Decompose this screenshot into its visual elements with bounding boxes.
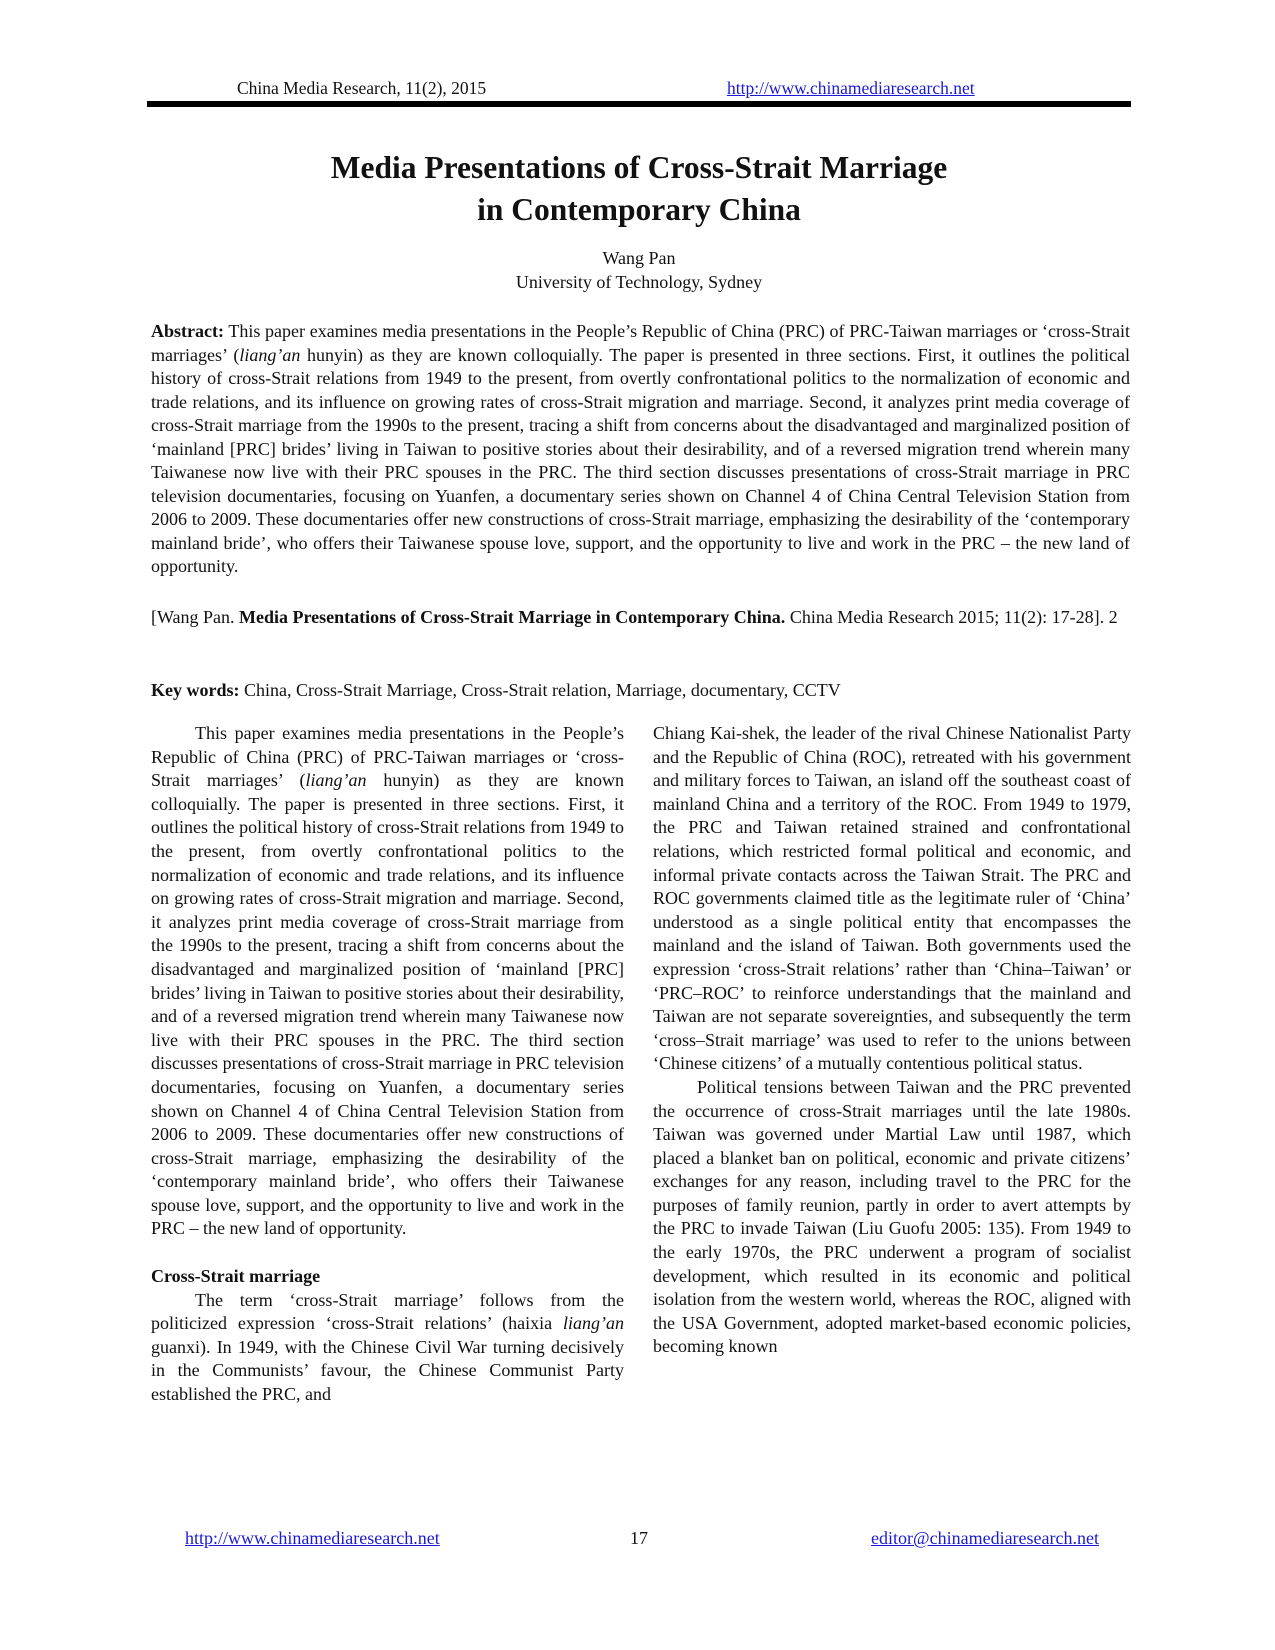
header-rule (147, 101, 1131, 107)
intro-paragraph (151, 722, 624, 1241)
header-website-link[interactable]: http://www.chinamediaresearch.net (727, 78, 975, 98)
keywords-label: Key words: (151, 680, 240, 700)
running-header (147, 72, 1131, 102)
author-affiliation: University of Technology, Sydney (515, 272, 763, 292)
page-number: 17 (630, 1528, 648, 1548)
body-column-right (653, 722, 1131, 1359)
footer-email-link[interactable]: editor@chinamediaresearch.net (871, 1528, 1099, 1548)
keywords (151, 680, 1130, 701)
citation-suffix: China Media Research 2015; 11(2): 17-28]. 2 (785, 607, 1118, 627)
page-footer (147, 1528, 1131, 1554)
section-heading: Cross-Strait marriage (151, 1266, 321, 1287)
journal-citation: China Media Research, 11(2), 2015 (237, 78, 487, 98)
section-text-1: The term ‘cross-Strait marriage’ follows from the politicized expression ‘cross-Strait relations’ (haixia (151, 1289, 624, 1334)
section-paragraph (151, 1289, 624, 1407)
keywords-text: China, Cross-Strait Marriage, Cross-Strait relation, Marriage, documentary, CCTV (239, 680, 841, 700)
citation-prefix: [Wang Pan. (151, 607, 240, 627)
footer-website-link[interactable]: http://www.chinamediaresearch.net (185, 1528, 440, 1548)
title-line-2: in Contemporary China (477, 192, 801, 227)
abstract-term: liang’an (239, 344, 301, 365)
abstract (151, 320, 1130, 579)
intro-term: liang’an (305, 770, 367, 791)
author-name: Wang Pan (602, 248, 676, 268)
abstract-text-2: hunyin) as they are known colloquially. The paper is presented in three sections. First, it outlines the political history of cross-Strait relations from 1949 to the present, from overtly confrontational politics to the normalization of economic and trade relations, and its influence on growing rates of cross-Strait migration and marriage. Second, it analyzes print media coverage of cross-Strait marriage from the 1990s to the present, tracing a shift from concerns about the disadvantaged and marginalized position of ‘mainland [PRC] brides’ living in Taiwan to positive stories about their desirability, and of a reversed migration trend wherein many Taiwanese now live with their PRC spouses in the PRC. The third section discusses presentations of cross-Strait marriage in PRC television documentaries, focusing on Yuanfen, a documentary series shown on Channel 4 of China Central Television Station from 2006 to 2009. These documentaries offer new constructions of cross-Strait marriage, emphasizing the desirability of the ‘contemporary mainland bride’, who offers their Taiwanese spouse love, support, and the opportunity to live and work in the PRC – the new land of opportunity. (151, 344, 1130, 576)
paper-title (147, 147, 1131, 231)
section-term: liang’an (563, 1313, 624, 1334)
intro-text-2: hunyin) as they are known colloquially. The paper is presented in three sections. First, it outlines the political history of cross-Strait relations from 1949 to the present, from overtly confrontational politics to the normalization of economic and trade relations, and its influence on growing rates of cross-Strait migration and marriage. Second, it analyzes print media coverage of cross-Strait marriage from the 1990s to the present, tracing a shift from concerns about the disadvantaged and marginalized position of ‘mainland [PRC] brides’ living in Taiwan to positive stories about their desirability, and of a reversed migration trend wherein many Taiwanese now live with their PRC spouses in the PRC. The third section discusses presentations of cross-Strait marriage in PRC television documentaries, focusing on Yuanfen, a documentary series shown on Channel 4 of China Central Television Station from 2006 to 2009. These documentaries offer new constructions of cross-Strait marriage, emphasizing the desirability of the ‘contemporary mainland bride’, who offers their Taiwanese spouse love, support, and the opportunity to live and work in the PRC – the new land of opportunity. (151, 770, 624, 1239)
body-column-left (151, 722, 624, 1407)
citation-title: Media Presentations of Cross-Strait Marriage in Contemporary China. (239, 607, 786, 627)
title-line-1: Media Presentations of Cross-Strait Marriage (330, 150, 948, 185)
right-paragraph-2: Political tensions between Taiwan and the PRC prevented the occurrence of cross-Strait marriages until the late 1980s. Taiwan was governed under Martial Law until 1987, which placed a blanket ban on political, economic and private citizens’ exchanges for any reason, including travel to the PRC for the purposes of family reunion, partly in order to avert attempts by the PRC to invade Taiwan (Liu Guofu 2005: 135). From 1949 to the early 1970s, the PRC underwent a program of socialist development, which resulted in its economic and political isolation from the western world, whereas the ROC, aligned with the USA Government, adopted market-based economic policies, becoming known (653, 1076, 1131, 1357)
abstract-label: Abstract: (151, 321, 224, 341)
section-text-2: guanxi). In 1949, with the Chinese Civil War turning decisively in the Communists’ favour, the Chinese Communist Party established the PRC, and (151, 1336, 624, 1405)
abstract-text-1: This paper examines media presentations in the People’s Republic of China (PRC) of PRC-Taiwan marriages or ‘cross-Strait marriages’ ( (151, 321, 1130, 365)
intro-text-1: This paper examines media presentations in the People’s Republic of China (PRC) of PRC-Taiwan marriages or ‘cross-Strait marriages’ ( (151, 723, 624, 791)
right-paragraph-1: Chiang Kai-shek, the leader of the rival Chinese Nationalist Party and the Republic of China (ROC), retreated with his government and military forces to Taiwan, an island off the southeast coast of mainland China and a territory of the ROC. From 1949 to 1979, the PRC and Taiwan retained strained and confrontational relations, which restricted formal political and economic, and informal private contacts across the Taiwan Strait. The PRC and ROC governments claimed title as the legitimate ruler of ‘China’ understood as a single political entity that encompasses the mainland and the island of Taiwan. Both governments used the expression ‘cross-Strait relations’ rather than ‘China–Taiwan’ or ‘PRC–ROC’ to reinforce understandings that the mainland and Taiwan are not separate sovereignties, and subsequently the term ‘cross–Strait marriage’ was used to refer to the unions between ‘Chinese citizens’ of a mutually contentious political status. (653, 723, 1131, 1074)
citation (151, 606, 1130, 630)
